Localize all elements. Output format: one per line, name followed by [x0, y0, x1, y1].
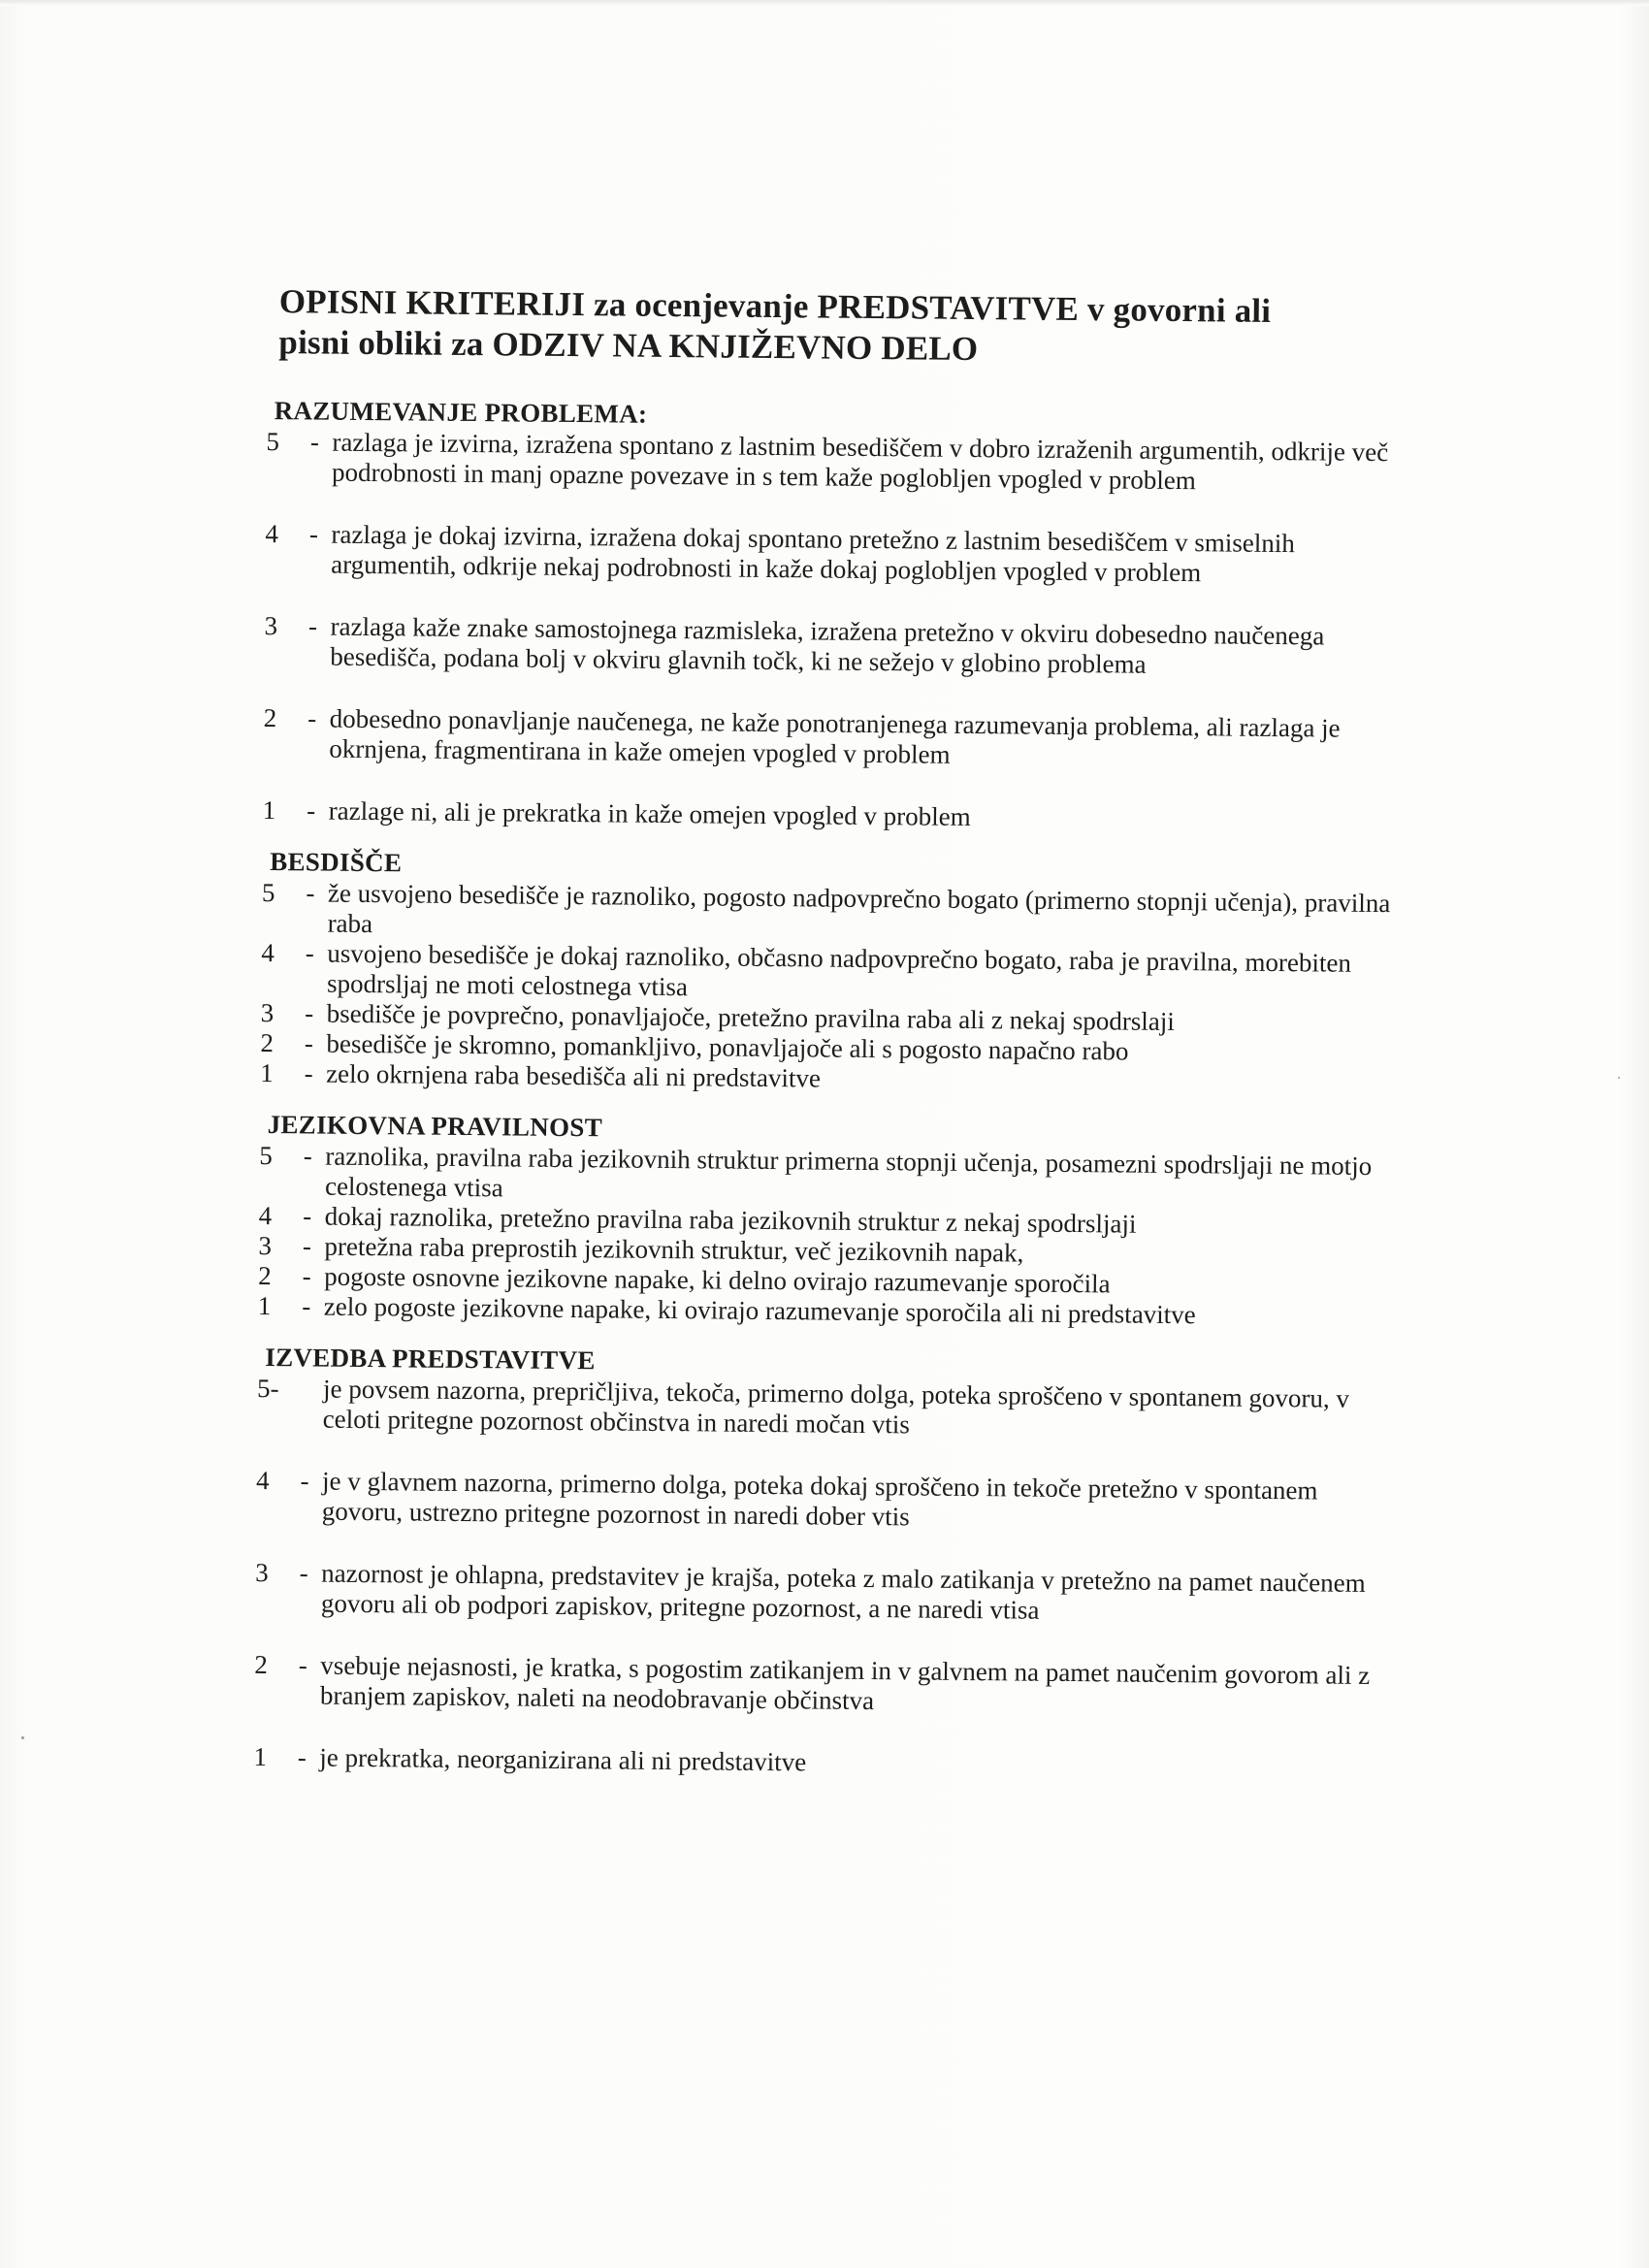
criterion-dash: - — [307, 611, 318, 641]
section-jezikovna-pravilnost — [258, 1110, 1405, 1332]
criterion-dash: - — [307, 703, 317, 733]
title-line-1: OPISNI KRITERIJI za ocenjevanje PREDSTAVITVE v govorni ali — [278, 282, 1272, 330]
criterion-score: 1 — [257, 1290, 272, 1321]
criterion-item — [261, 938, 1406, 1009]
criterion-score: 3 — [260, 997, 275, 1028]
section-heading: JEZIKOVNA PRAVILNOST — [267, 1110, 603, 1143]
section-heading: RAZUMEVANJE PROBLEMA: — [274, 396, 648, 429]
criterion-item — [262, 878, 1407, 949]
criterion-score: 4 — [265, 518, 279, 549]
criterion-item — [253, 1742, 1398, 1783]
criterion-text: raznolika, pravilna raba jezikovnih struktur primerna stopnji učenja, posamezni spodrsljaji ne motjo celostenega vtisa — [324, 1141, 1373, 1203]
criterion-text: pretežna raba preprostih jezikovnih struktur, več jezikovnih napak, — [324, 1231, 1024, 1268]
criterion-text: besedišče je skromno, pomankljivo, ponavljajoče ali s pogosto napačno rabo — [326, 1028, 1129, 1066]
criterion-dash: - — [299, 1558, 308, 1588]
criterion-dash: - — [306, 878, 315, 908]
criterion-text: zelo okrnjena raba besedišča ali ni predstavitve — [326, 1058, 822, 1093]
criterion-dash: - — [302, 1291, 311, 1321]
criterion-score: 1 — [262, 794, 276, 826]
criterion-score: 4 — [258, 1200, 273, 1231]
criterion-item — [257, 1374, 1403, 1444]
criterion-dash: - — [307, 795, 316, 826]
criterion-text: je prekratka, neorganizirana ali ni predstavitve — [319, 1742, 807, 1777]
section-razumevanje-problema — [263, 396, 1411, 836]
criterion-score: 4 — [261, 937, 275, 968]
criterion-dash: - — [304, 1058, 313, 1088]
criterion-score: 5 — [259, 1140, 273, 1171]
title-line-2: pisni obliki za ODZIV NA KNJIŽEVNO DELO — [278, 323, 979, 369]
criterion-score: 2 — [258, 1260, 272, 1291]
criterion-item — [256, 1466, 1402, 1537]
criterion-text: razlaga kaže znake samostojnega razmisleka, izražena pretežno v okviru dobesedno naučenega besedišča, podana bolj v okviru glavnih točk, ki ne sežejo v globino problema — [330, 611, 1325, 679]
criterion-score: 1 — [253, 1741, 268, 1772]
criterion-item — [265, 519, 1410, 590]
criterion-text: bsedišče je povprečno, ponavljajoče, pretežno pravilna raba ali z nekaj spodrslaji — [326, 998, 1176, 1037]
document-body — [253, 281, 1412, 1793]
criterion-dash: - — [298, 1650, 307, 1680]
criterion-dash: - — [304, 1028, 314, 1058]
document-title — [278, 281, 1412, 373]
criterion-text: dobesedno ponavljanje naučenega, ne kaže ponotranjenega razumevanja problema, ali razlaga je okrnjena, fragmentirana in kaže omejen vpogled v problem — [329, 703, 1341, 769]
section-heading: BESDIŠČE — [270, 847, 403, 878]
criterion-item — [254, 1650, 1400, 1721]
criterion-text: usvojeno besedišče je dokaj raznoliko, občasno nadpovprečno bogato, raba je pravilna, morebiten spodrsljaj ne moti celostnega vtisa — [326, 938, 1352, 1002]
criterion-text: razlage ni, ali je prekratka in kaže omejen vpogled v problem — [328, 795, 971, 831]
criterion-dash: - — [297, 1742, 307, 1772]
criterion-score: 5 — [261, 877, 275, 908]
criterion-score: 2 — [263, 702, 277, 733]
criterion-item — [264, 611, 1409, 682]
scan-speck — [1618, 1077, 1620, 1079]
criterion-text: je povsem nazorna, prepričljiva, tekoča, primerno dolga, poteka sproščeno v spontanem govoru, v celoti pritegne pozornost občinstva in naredi močan vtis — [322, 1374, 1350, 1440]
criterion-dash: - — [302, 1231, 312, 1261]
criterion-item — [255, 1558, 1401, 1629]
page-top-edge — [0, 0, 1649, 6]
section-izvedba-predstavitve — [253, 1343, 1402, 1783]
criterion-dash: - — [302, 1261, 311, 1291]
criterion-text: pogoste osnovne jezikovne napake, ki delno ovirajo razumevanje sporočila — [324, 1261, 1111, 1299]
criterion-dash — [288, 1374, 324, 1434]
criterion-score: 5- — [256, 1373, 279, 1404]
criterion-text: je v glavnem nazorna, primerno dolga, poteka dokaj sproščeno in tekoče pretežno v spontanem govoru, ustrezno pritegne pozornost in naredi dober vtis — [321, 1466, 1318, 1532]
criterion-text: dokaj raznolika, pretežno pravilna raba jezikovnih struktur z nekaj spodrsljaji — [324, 1201, 1137, 1239]
criterion-dash: - — [300, 1466, 309, 1496]
criterion-score: 3 — [255, 1557, 269, 1588]
criterion-item — [263, 703, 1408, 774]
criterion-dash: - — [303, 1201, 312, 1231]
criterion-text: razlaga je dokaj izvirna, izražena dokaj spontano pretežno z lastnim besediščem v smiselnih argumentih, odkrije nekaj podrobnosti in kaže dokaj poglobljen vpogled v problem — [331, 519, 1295, 588]
criterion-score: 3 — [264, 610, 278, 641]
criterion-dash: - — [309, 427, 320, 457]
criterion-text: razlaga je izvirna, izražena spontano z lastnim besediščem v dobro izraženih argumentih, odkrije več podrobnosti in manj opazne povezave in s tem kaže poglobljen vpogled v problem — [331, 427, 1389, 496]
criterion-dash: - — [303, 1141, 312, 1171]
criterion-text: zelo pogoste jezikovne napake, ki ovirajo razumevanje sporočila ali ni predstavitve — [323, 1291, 1196, 1330]
criterion-item — [266, 427, 1411, 498]
section-heading: IZVEDBA PREDSTAVITVE — [265, 1343, 596, 1376]
criterion-item — [259, 1141, 1405, 1212]
criterion-score: 3 — [258, 1230, 273, 1261]
criterion-score: 1 — [260, 1057, 274, 1088]
scan-speck — [21, 1736, 24, 1739]
criterion-dash: - — [305, 938, 314, 968]
criterion-text: vsebuje nejasnosti, je kratka, s pogostim zatikanjem in v galvnem na pamet naučenim govorom ali z branjem zapiskov, naleti na neodobravanje občinstva — [319, 1650, 1371, 1716]
criterion-dash: - — [308, 519, 319, 549]
section-besedisce — [260, 847, 1406, 1099]
criterion-score: 2 — [254, 1649, 268, 1680]
criterion-score: 5 — [266, 426, 280, 457]
criterion-score: 2 — [260, 1027, 275, 1058]
criterion-text: nazornost je ohlapna, predstavitev je krajša, poteka z malo zatikanja v pretežno na pamet naučenem govoru ali ob podpori zapiskov, pritegne pozornost, a ne naredi vtisa — [320, 1558, 1366, 1625]
criterion-text: že usvojeno besedišče je raznoliko, pogosto nadpovprečno bogato (primerno stopnji učenja), pravilna raba — [327, 878, 1391, 939]
criterion-score: 4 — [255, 1465, 270, 1496]
criterion-dash: - — [305, 998, 314, 1028]
criterion-item — [263, 795, 1407, 836]
